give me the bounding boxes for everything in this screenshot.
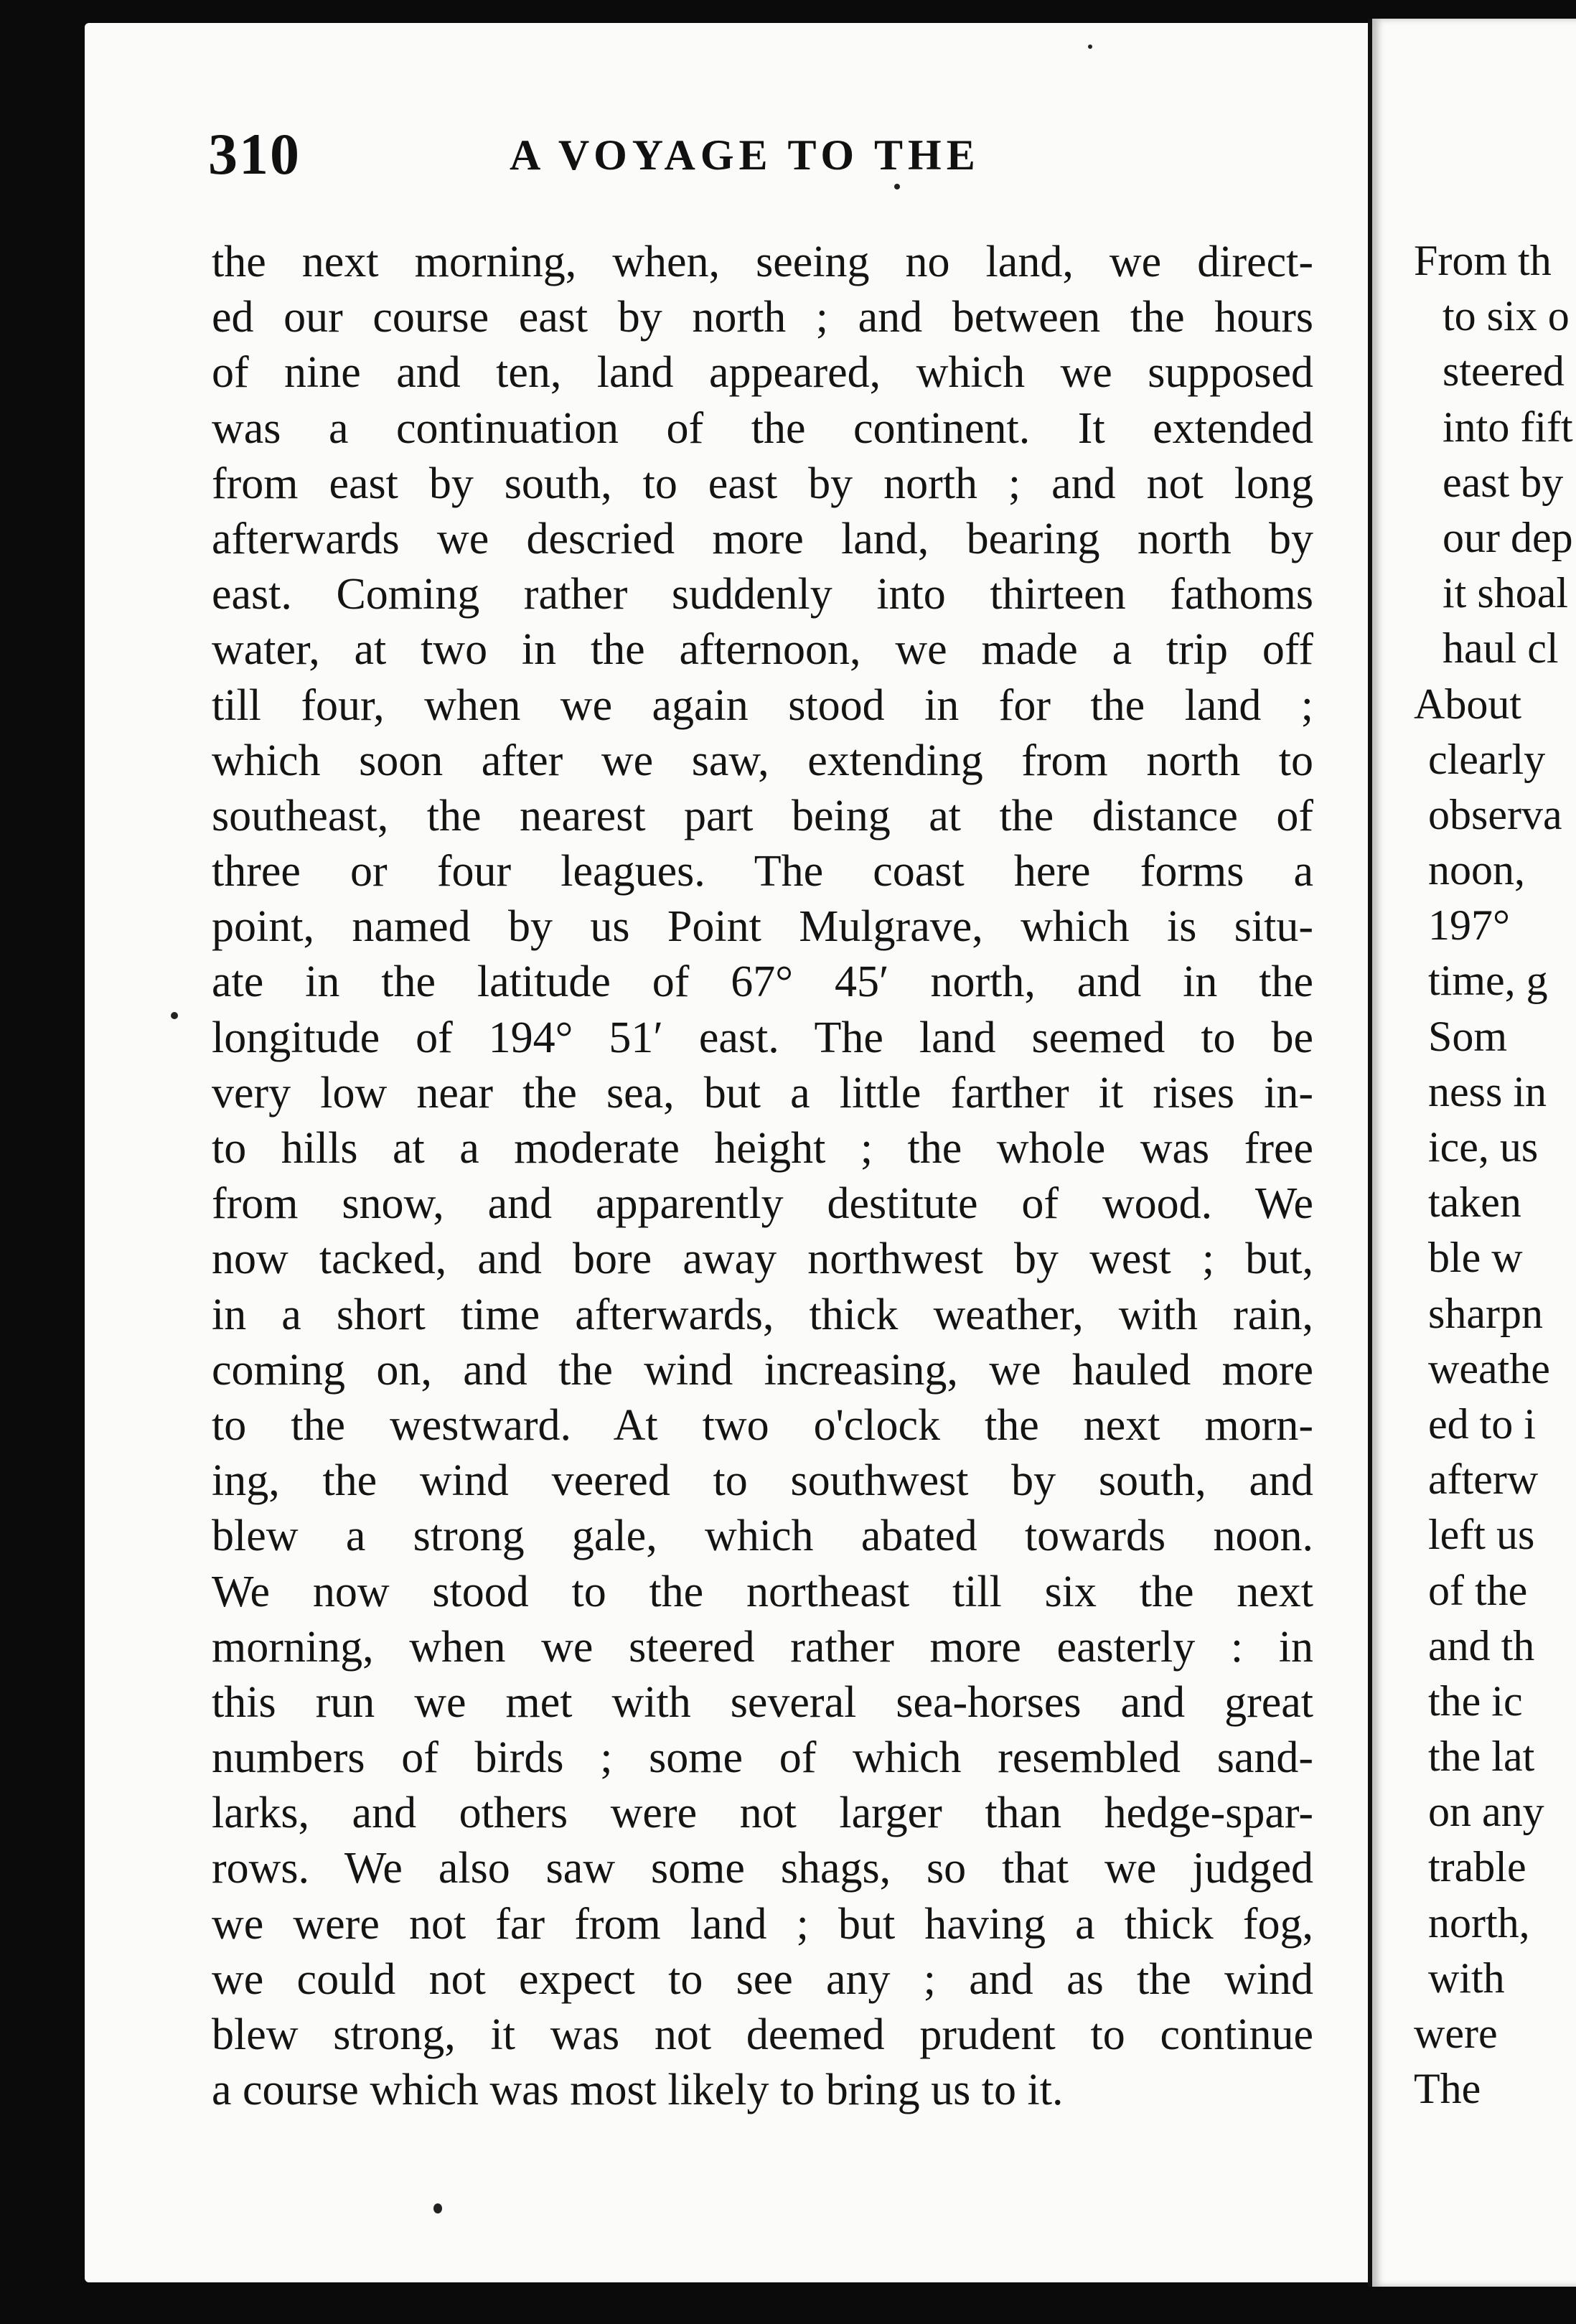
text-line: very low near the sea, but a little farther it rises in- (212, 1068, 1313, 1118)
text-line: now tacked, and bore away northwest by west ; but, (212, 1234, 1313, 1284)
facing-text-fragment: ed to i (1428, 1400, 1536, 1448)
text-line: blew strong, it was not deemed prudent to continue (212, 2010, 1313, 2059)
scan-speck (433, 2203, 442, 2213)
scan-speck (171, 1012, 178, 1019)
text-line: we were not far from land ; but having a thick fog, (212, 1899, 1313, 1949)
facing-text-fragment: About (1414, 680, 1521, 728)
text-line: to the westward. At two o'clock the next morn- (212, 1400, 1313, 1450)
facing-text-fragment: ble w (1428, 1234, 1523, 1282)
text-line: was a continuation of the continent. It extended (212, 403, 1313, 453)
text-line: point, named by us Point Mulgrave, which is situ- (212, 902, 1313, 952)
facing-text-fragment: afterw (1428, 1456, 1539, 1504)
text-line: from east by south, to east by north ; and not long (212, 459, 1313, 508)
text-line: the next morning, when, seeing no land, we direct- (212, 238, 1313, 286)
text-line: a course which was most likely to bring us to it. (212, 2066, 1064, 2115)
facing-text-fragment: on any (1428, 1788, 1544, 1836)
text-line: rows. We also saw some shags, so that we judged (212, 1844, 1313, 1893)
facing-text-fragment: weathe (1428, 1344, 1550, 1392)
facing-text-fragment: time, g (1428, 957, 1548, 1005)
facing-text-fragment: into fift (1443, 403, 1573, 451)
text-line: till four, when we again stood in for the land ; (212, 680, 1313, 730)
text-line: we could not expect to see any ; and as the wind (212, 1954, 1313, 2004)
facing-text-fragment: 197° (1428, 901, 1510, 950)
facing-text-fragment: the lat (1428, 1733, 1535, 1781)
text-line: from snow, and apparently destitute of wood. We (212, 1179, 1313, 1229)
facing-text-fragment: and th (1428, 1621, 1535, 1669)
text-line: east. Coming rather suddenly into thirteen fathoms (212, 570, 1313, 619)
facing-text-fragment: our dep (1443, 513, 1573, 561)
facing-text-fragment: of the (1428, 1566, 1528, 1614)
facing-text-fragment: with (1428, 1954, 1505, 2002)
facing-text-fragment: ice, us (1428, 1123, 1539, 1171)
facing-text-fragment: were (1414, 2010, 1498, 2057)
text-line: afterwards we descried more land, bearing north by (212, 514, 1313, 563)
facing-text-fragment: noon, (1428, 846, 1525, 894)
facing-text-fragment: east by (1443, 458, 1564, 506)
text-line: larks, and others were not larger than hedge-spar- (212, 1789, 1313, 1838)
text-line: in a short time afterwards, thick weather, with rain, (212, 1290, 1313, 1339)
facing-text-fragment: clearly (1428, 735, 1546, 783)
page-number: 310 (208, 121, 301, 187)
scan-speck (894, 184, 900, 189)
text-line: this run we met with several sea-horses and great (212, 1677, 1313, 1727)
text-line: southeast, the nearest part being at the distance of (212, 791, 1313, 840)
facing-text-fragment: trable (1428, 1843, 1526, 1891)
facing-text-fragment: steered (1443, 347, 1565, 395)
facing-text-fragment: ness in (1428, 1067, 1547, 1115)
facing-text-fragment: Som (1428, 1012, 1508, 1060)
facing-text-fragment: haul cl (1443, 624, 1559, 673)
scan-speck (1088, 44, 1092, 49)
facing-text-fragment: From th (1414, 237, 1552, 284)
running-head: A VOYAGE TO THE (510, 131, 980, 179)
page-header (208, 121, 1313, 185)
text-line: three or four leagues. The coast here forms a (212, 847, 1313, 896)
text-line: numbers of birds ; some of which resembled sand- (212, 1733, 1313, 1783)
text-line: ate in the latitude of 67° 45′ north, and in the (212, 957, 1313, 1007)
facing-text-fragment: to six o (1443, 292, 1570, 340)
facing-text-fragment: north, (1428, 1898, 1530, 1946)
text-line: blew a strong gale, which abated towards noon. (212, 1512, 1313, 1561)
facing-page-text-fragments (1414, 233, 1576, 2117)
facing-text-fragment: sharpn (1428, 1289, 1543, 1337)
text-line: of nine and ten, land appeared, which we supposed (212, 348, 1313, 398)
text-line: to hills at a moderate height ; the whole was free (212, 1124, 1313, 1173)
text-line: coming on, and the wind increasing, we hauled more (212, 1345, 1313, 1395)
facing-text-fragment: it shoal (1443, 569, 1568, 617)
text-line: We now stood to the northeast till six the next (212, 1567, 1313, 1616)
text-line: morning, when we steered rather more easterly : in (212, 1622, 1313, 1672)
body-text (212, 235, 1313, 2118)
facing-text-fragment: The (1414, 2065, 1481, 2113)
text-line: ed our course east by north ; and between the hours (212, 293, 1313, 342)
text-line: longitude of 194° 51′ east. The land seemed to be (212, 1013, 1313, 1062)
text-line: water, at two in the afternoon, we made a trip off (212, 625, 1313, 675)
facing-text-fragment: left us (1428, 1511, 1535, 1559)
text-line: ing, the wind veered to southwest by south, and (212, 1456, 1313, 1506)
facing-text-fragment: the ic (1428, 1677, 1523, 1725)
facing-text-fragment: observa (1428, 790, 1562, 838)
text-line: which soon after we saw, extending from north to (212, 736, 1313, 785)
facing-text-fragment: taken (1428, 1179, 1521, 1227)
